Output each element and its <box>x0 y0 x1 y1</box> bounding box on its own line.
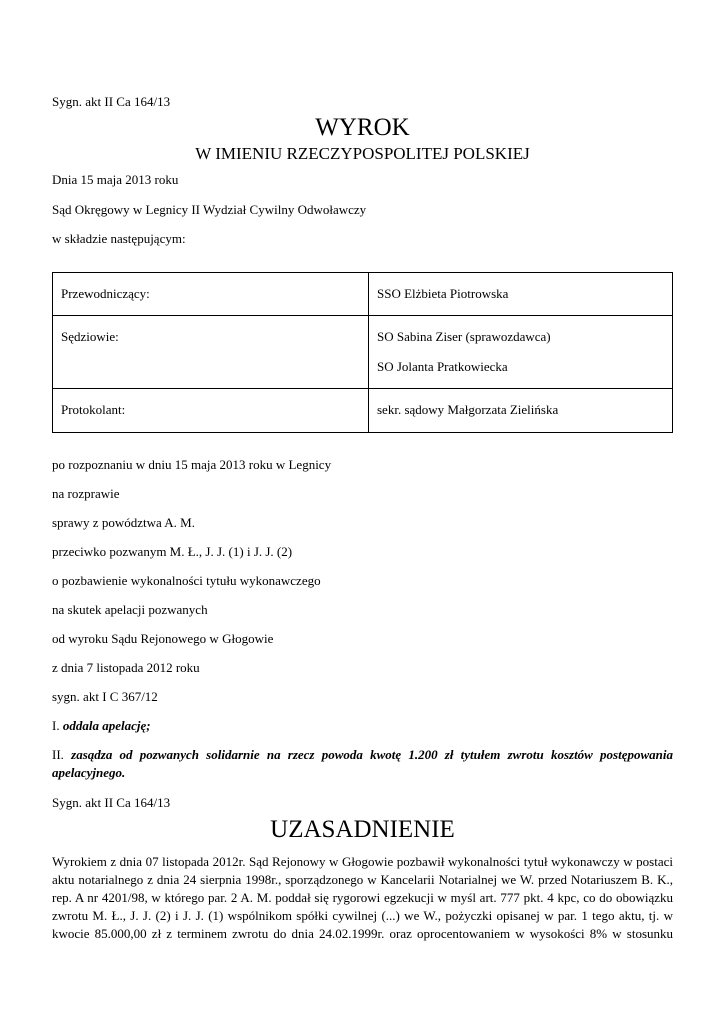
justification-line: Wyrokiem z dnia 07 listopada 2012r. Sąd Rejonowy w Głogowie pozbawił wykonalności tytuł wykonawczy w postaci <box>52 854 673 869</box>
document-subtitle: W IMIENIU RZECZYPOSPOLITEJ POLSKIEJ <box>195 144 530 163</box>
judges-cell <box>369 316 673 389</box>
judge-1: SO Sabina Ziser (sprawozdawca) <box>377 329 551 344</box>
proceedings-line: na rozprawie <box>52 486 120 501</box>
table-row <box>53 389 673 433</box>
judge-2: SO Jolanta Pratkowiecka <box>377 359 508 374</box>
proceedings-line: sprawy z powództwa A. M. <box>52 515 195 530</box>
proceedings-line: przeciwko pozwanym M. Ł., J. J. (1) i J. J. (2) <box>52 544 293 559</box>
judgment-date: Dnia 15 maja 2013 roku <box>52 172 179 187</box>
case-number: Sygn. akt II Ca 164/13 <box>52 94 171 109</box>
justification-paragraph <box>52 853 673 943</box>
proceedings-line: na skutek apelacji pozwanych <box>52 602 208 617</box>
chair-value: SSO Elżbieta Piotrowska <box>369 273 673 316</box>
ruling-item-2-text: zasądza od pozwanych solidarnie na rzecz powoda kwotę 1.200 zł tytułem zwrotu kosztów postępowania apelacyjnego. <box>52 747 674 780</box>
justification-title: UZASADNIENIE <box>270 816 455 843</box>
justification-line: aktu notarialnego z dnia 24 sierpnia 1998r., sporządzonego w Kancelarii Notarialnej we W. przed Notariuszem B. K., <box>52 872 673 887</box>
clerk-value: sekr. sądowy Małgorzata Zielińska <box>369 389 673 433</box>
composition-label: w składzie następującym: <box>52 231 186 246</box>
table-row <box>53 273 673 316</box>
table-row <box>53 316 673 389</box>
justification-line: kwocie 85.000,00 zł z terminem zwrotu do dnia 24.02.1999r. oraz oprocentowaniem w wysokości 8% w stosunku <box>52 926 673 941</box>
proceedings-line: z dnia 7 listopada 2012 roku <box>52 660 200 675</box>
chair-label: Przewodniczący: <box>53 273 369 316</box>
ruling-item-1-number: I. <box>52 718 60 733</box>
ruling-item-1-text: oddala apelację; <box>62 718 151 733</box>
justification-case-number: Sygn. akt II Ca 164/13 <box>52 795 171 810</box>
proceedings-line: po rozpoznaniu w dniu 15 maja 2013 roku w Legnicy <box>52 457 332 472</box>
proceedings-line: od wyroku Sądu Rejonowego w Głogowie <box>52 631 274 646</box>
proceedings-line: sygn. akt I C 367/12 <box>52 689 158 704</box>
ruling-item-2-number: II. <box>52 747 64 762</box>
proceedings-line: o pozbawienie wykonalności tytułu wykonawczego <box>52 573 321 588</box>
ruling-item-2 <box>52 746 673 782</box>
court-panel-table <box>52 272 673 433</box>
justification-line: zwrotu M. Ł., J. J. (2) i J. J. (1) wspólnikom spółki cywilnej (...) we W., pożyczki opisanej w par. 1 tego aktu, tj. w <box>52 908 673 923</box>
clerk-label: Protokolant: <box>53 389 369 433</box>
court-name: Sąd Okręgowy w Legnicy II Wydział Cywilny Odwoławczy <box>52 202 367 217</box>
justification-line: rep. A nr 4201/98, w którego par. 2 A. M. poddał się rygorowi egzekucji w myśl art. 777 pkt. 4 kpc, co do obowiązku <box>52 890 673 905</box>
ruling-item-1 <box>52 718 151 734</box>
document-title: WYROK <box>315 114 410 141</box>
judges-label: Sędziowie: <box>53 316 369 389</box>
